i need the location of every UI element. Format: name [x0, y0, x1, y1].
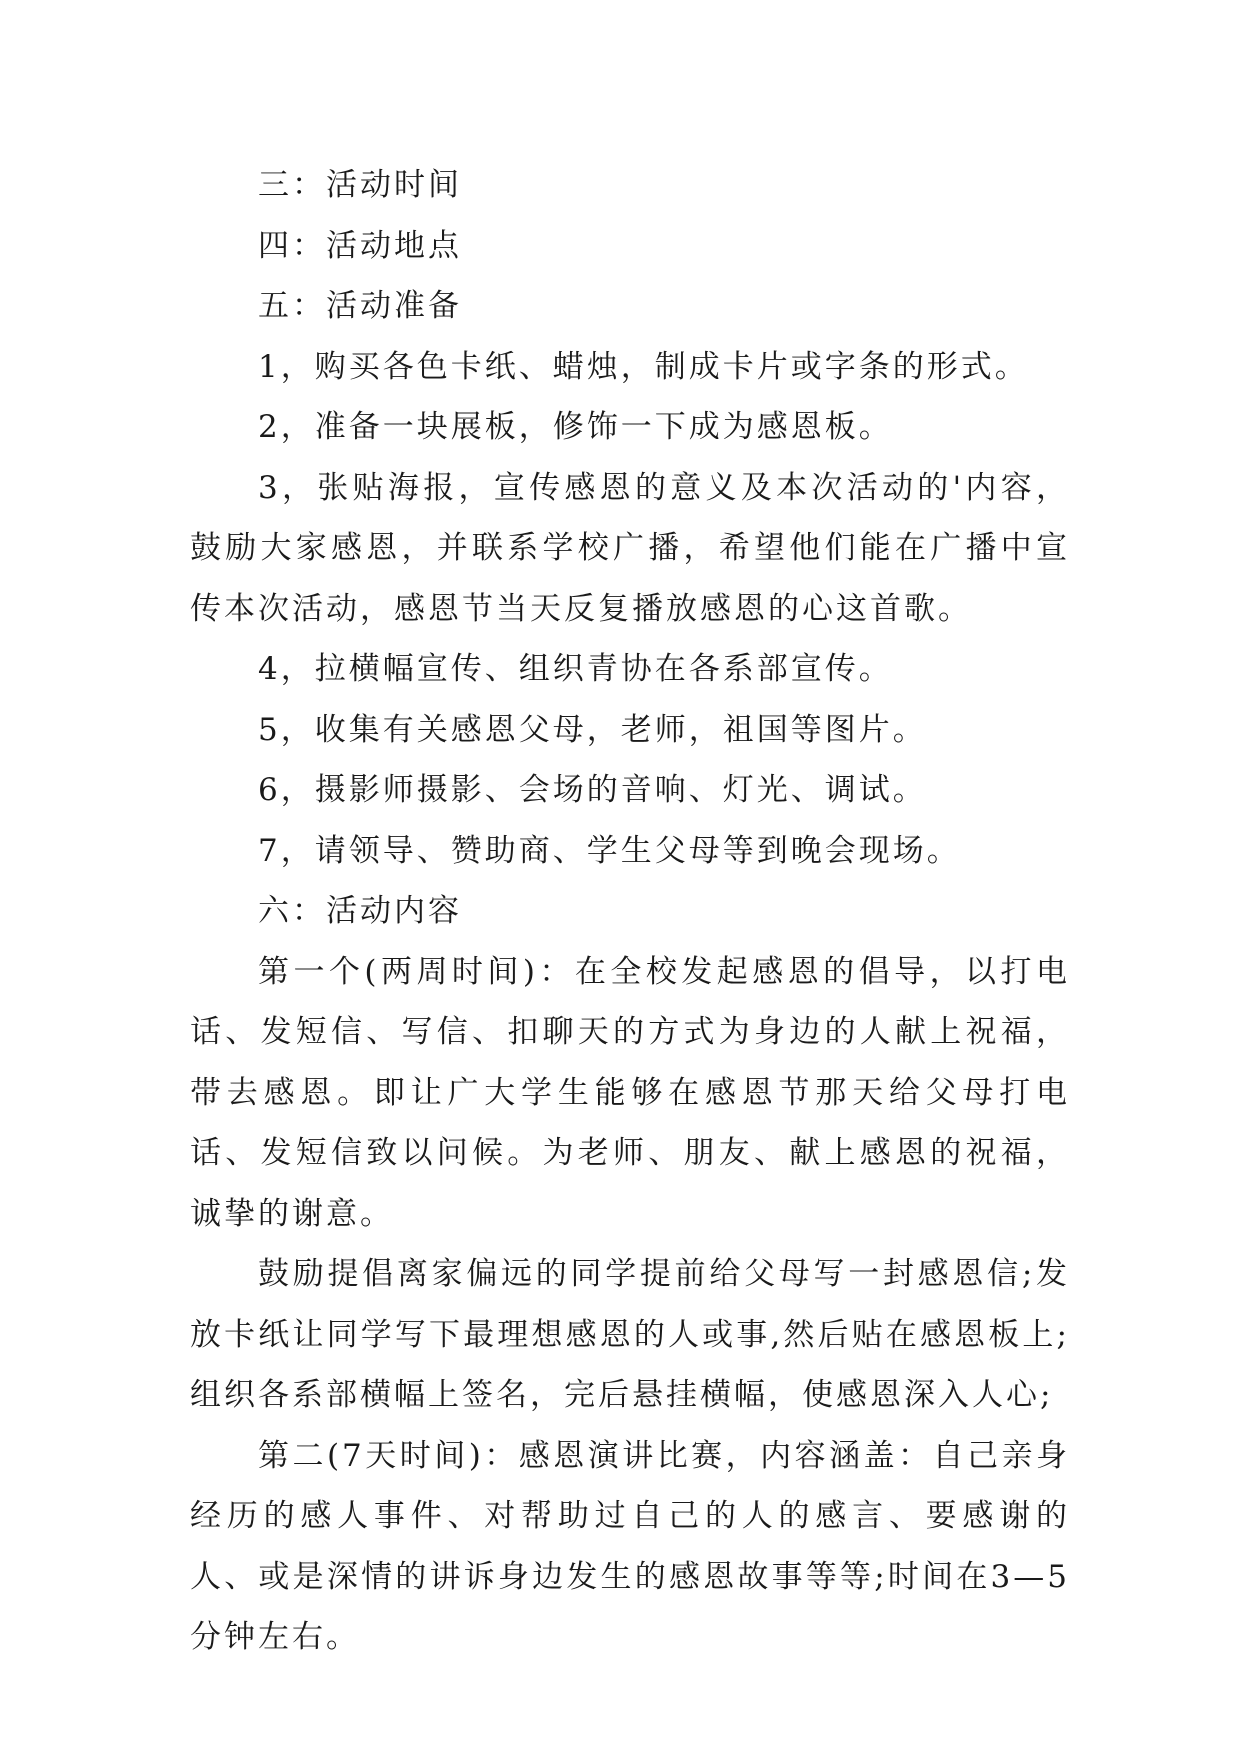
preparation-item-3: 3，张贴海报，宣传感恩的意义及本次活动的'内容，鼓励大家感恩，并联系学校广播，希望他们能在广播中宣传本次活动，感恩节当天反复播放感恩的心这首歌。: [190, 469, 1070, 627]
preparation-item-1: 1，购买各色卡纸、蜡烛，制成卡片或字条的形式。: [258, 348, 1029, 385]
preparation-item-2: 2，准备一块展板，修饰一下成为感恩板。: [258, 409, 893, 445]
document-body: [190, 155, 1070, 1668]
content-paragraph-second: 第二(7天时间)：感恩演讲比赛，内容涵盖：自己亲身经历的感人事件、对帮助过自己的人的感言、要感谢的人、或是深情的讲诉身边发生的感恩故事等等;时间在3—5分钟左右。: [190, 1437, 1070, 1655]
section-heading-location: 四：活动地点: [258, 227, 462, 264]
preparation-item-7: 7，请领导、赞助商、学生父母等到晚会现场。: [258, 832, 961, 869]
section-heading-content: 六：活动内容: [258, 893, 462, 929]
preparation-item-6: 6，摄影师摄影、会场的音响、灯光、调试。: [258, 772, 927, 808]
section-heading-time: 三：活动时间: [258, 167, 462, 203]
content-paragraph-encourage: 鼓励提倡离家偏远的同学提前给父母写一封感恩信;发放卡纸让同学写下最理想感恩的人或事,然后贴在感恩板上;组织各系部横幅上签名，完后悬挂横幅，使感恩深入人心;: [190, 1256, 1070, 1413]
preparation-item-5: 5，收集有关感恩父母，老师，祖国等图片。: [258, 711, 927, 748]
preparation-item-4: 4，拉横幅宣传、组织青协在各系部宣传。: [258, 651, 893, 687]
section-heading-preparation: 五：活动准备: [258, 288, 462, 324]
content-paragraph-first: 第一个(两周时间)：在全校发起感恩的倡导，以打电话、发短信、写信、扣聊天的方式为身边的人献上祝福，带去感恩。即让广大学生能够在感恩节那天给父母打电话、发短信致以问候。为老师、朋友、献上感恩的祝福，诚挚的谢意。: [190, 953, 1070, 1232]
